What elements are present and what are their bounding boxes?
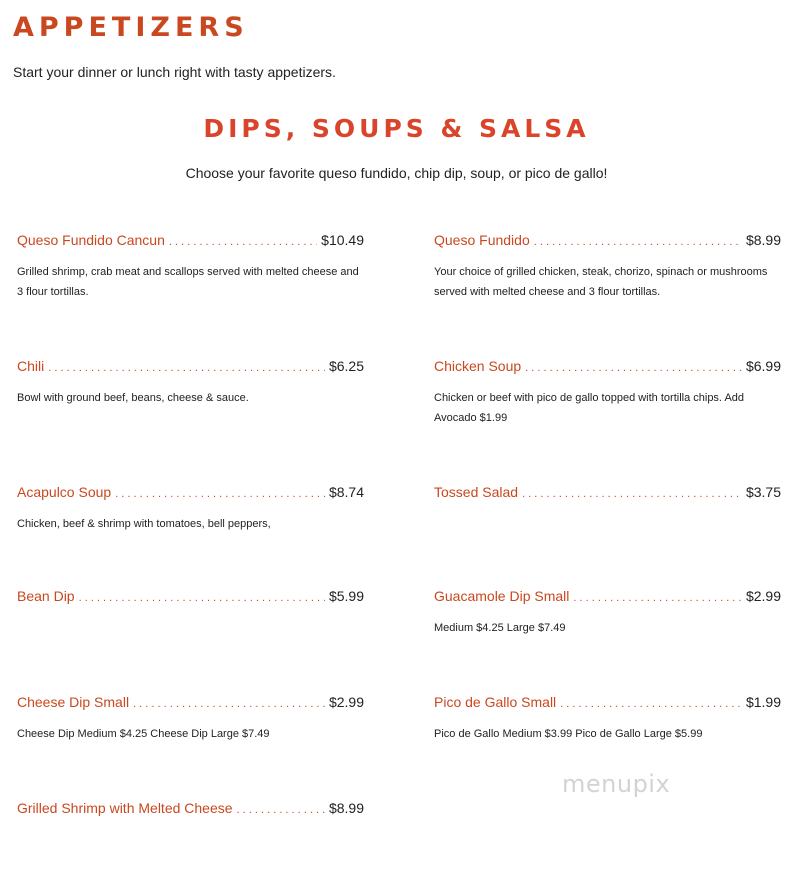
menu-item — [434, 358, 781, 428]
dot-leader — [133, 698, 325, 710]
menu-item — [434, 694, 781, 744]
page-title: APPETIZERS — [13, 12, 249, 43]
item-name: Pico de Gallo Small — [434, 694, 557, 710]
item-name: Queso Fundido Cancun — [17, 232, 165, 248]
dot-leader — [237, 804, 325, 816]
menu-item — [434, 232, 781, 302]
item-description: Chicken, beef & shrimp with tomatoes, bell peppers, — [17, 518, 271, 530]
item-description: Cheese Dip Medium $4.25 Cheese Dip Large $7.49 — [17, 728, 270, 740]
menu-item — [17, 358, 364, 408]
menu-item — [17, 232, 364, 302]
item-description: Grilled shrimp, crab meat and scallops served with melted cheese and 3 flour tortillas. — [17, 266, 359, 298]
dot-leader — [522, 488, 742, 500]
item-price: $8.99 — [328, 800, 364, 816]
dot-leader — [48, 362, 325, 374]
watermark: menupix — [562, 770, 671, 798]
item-description: Your choice of grilled chicken, steak, chorizo, spinach or mushrooms served with melted cheese and 3 flour tortillas. — [434, 266, 768, 298]
dot-leader — [525, 362, 742, 374]
item-name: Tossed Salad — [434, 484, 519, 500]
item-name: Chicken Soup — [434, 358, 522, 374]
dot-leader — [169, 236, 317, 248]
item-name: Queso Fundido — [434, 232, 530, 248]
section-subtitle: Choose your favorite queso fundido, chip dip, soup, or pico de gallo! — [185, 165, 608, 181]
item-description: Bowl with ground beef, beans, cheese & sauce. — [17, 392, 249, 404]
item-price: $10.49 — [321, 232, 364, 248]
item-price: $2.99 — [745, 588, 781, 604]
menu-item — [17, 800, 364, 820]
item-description: Chicken or beef with pico de gallo topped with tortilla chips. Add Avocado $1.99 — [434, 392, 745, 424]
menu-item — [17, 588, 364, 608]
dot-leader — [79, 592, 325, 604]
item-name: Grilled Shrimp with Melted Cheese — [17, 800, 233, 816]
dot-leader — [560, 698, 742, 710]
item-description: Pico de Gallo Medium $3.99 Pico de Gallo Large $5.99 — [434, 728, 703, 740]
dot-leader — [115, 488, 325, 500]
item-price: $6.25 — [328, 358, 364, 374]
item-price: $1.99 — [745, 694, 781, 710]
item-price: $3.75 — [745, 484, 781, 500]
page-intro: Start your dinner or lunch right with tasty appetizers. — [13, 64, 336, 80]
section-title: DIPS, SOUPS & SALSA — [203, 114, 590, 143]
item-price: $2.99 — [328, 694, 364, 710]
item-price: $5.99 — [328, 588, 364, 604]
dot-leader — [573, 592, 742, 604]
item-price: $6.99 — [745, 358, 781, 374]
menu-item — [434, 588, 781, 638]
item-name: Cheese Dip Small — [17, 694, 130, 710]
dot-leader — [534, 236, 742, 248]
menu-item — [17, 694, 364, 744]
item-name: Guacamole Dip Small — [434, 588, 570, 604]
menu-item — [434, 484, 781, 504]
item-name: Chili — [17, 358, 45, 374]
item-name: Acapulco Soup — [17, 484, 112, 500]
item-description: Medium $4.25 Large $7.49 — [434, 622, 566, 634]
item-price: $8.74 — [328, 484, 364, 500]
item-price: $8.99 — [745, 232, 781, 248]
menu-item — [17, 484, 364, 534]
item-name: Bean Dip — [17, 588, 75, 604]
